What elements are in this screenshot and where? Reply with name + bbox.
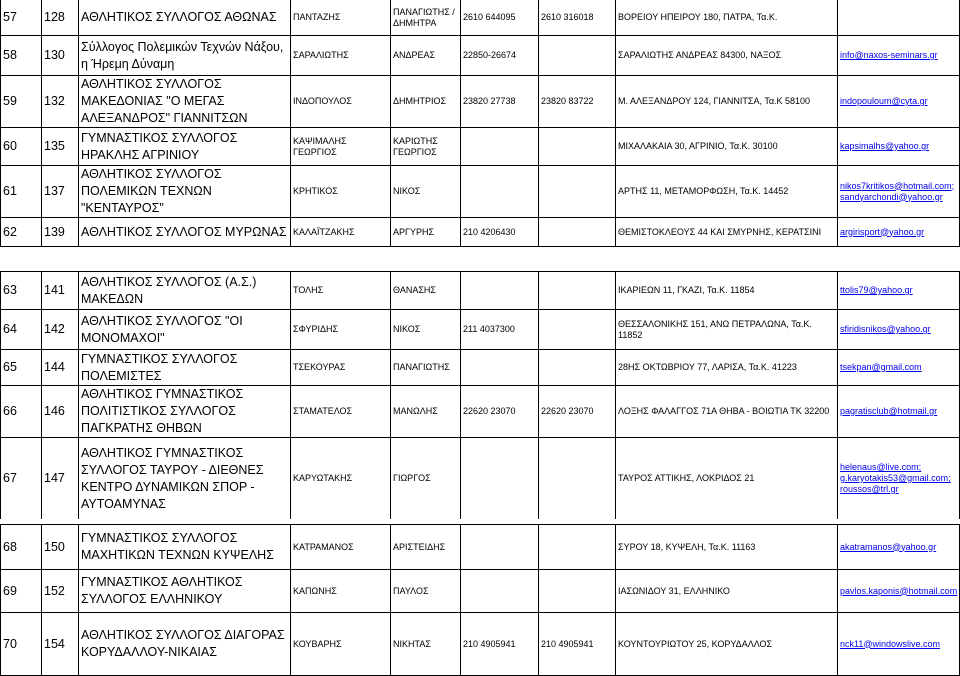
registry-number: 154 bbox=[42, 613, 79, 676]
contact-firstname: ΓΙΩΡΓΟΣ bbox=[391, 438, 461, 520]
email-link[interactable]: ttolis79@yahoo.gr bbox=[838, 272, 960, 310]
email-link[interactable]: sfiridisnikos@yahoo.gr bbox=[838, 310, 960, 350]
address: ΜΙΧΑΛΑΚΑΙΑ 30, ΑΓΡΙΝΙΟ, Τα.Κ. 30100 bbox=[616, 128, 838, 166]
contact-surname: ΣΤΑΜΑΤΕΛΟΣ bbox=[291, 386, 391, 438]
email-link[interactable]: pagratisclub@hotmail.gr bbox=[838, 386, 960, 438]
club-name: ΓΥΜΝΑΣΤΙΚΟΣ ΑΘΛΗΤΙΚΟΣ ΣΥΛΛΟΓΟΣ ΕΛΛΗΝΙΚΟΥ bbox=[79, 570, 291, 613]
phone-1: 23820 27738 bbox=[461, 76, 539, 128]
row-index: 66 bbox=[1, 386, 42, 438]
email-link[interactable]: indopouloum@cyta.gr bbox=[838, 76, 960, 128]
table-row bbox=[1, 272, 960, 310]
table-row bbox=[1, 525, 960, 570]
row-index: 68 bbox=[1, 525, 42, 570]
phone-1 bbox=[461, 350, 539, 386]
registry-number: 132 bbox=[42, 76, 79, 128]
address: ΒΟΡΕΙΟΥ ΗΠΕΙΡΟΥ 180, ΠΑΤΡΑ, Τα.Κ. bbox=[616, 0, 838, 36]
contact-firstname: ΑΡΓΥΡΗΣ bbox=[391, 218, 461, 247]
row-index: 63 bbox=[1, 272, 42, 310]
row-index: 59 bbox=[1, 76, 42, 128]
registry-number: 128 bbox=[42, 0, 79, 36]
phone-1: 22850-26674 bbox=[461, 36, 539, 76]
email-link[interactable] bbox=[838, 0, 960, 36]
table-row bbox=[1, 166, 960, 218]
phone-1 bbox=[461, 166, 539, 218]
club-name: ΑΘΛΗΤΙΚΟΣ ΣΥΛΛΟΓΟΣ (Α.Σ.) ΜΑΚΕΔΩΝ bbox=[79, 272, 291, 310]
address: ΘΕΣΣΑΛΟΝΙΚΗΣ 151, ΑΝΩ ΠΕΤΡΑΛΩΝΑ, Τα.Κ. 11852 bbox=[616, 310, 838, 350]
email-link[interactable]: info@naxos-seminars.gr bbox=[838, 36, 960, 76]
contact-firstname: ΔΗΜΗΤΡΙΟΣ bbox=[391, 76, 461, 128]
registry-number: 146 bbox=[42, 386, 79, 438]
address: ΙΚΑΡΙΕΩΝ 11, ΓΚΑΖΙ, Τα.Κ. 11854 bbox=[616, 272, 838, 310]
registry-number: 152 bbox=[42, 570, 79, 613]
phone-2: 23820 83722 bbox=[539, 76, 616, 128]
phone-1 bbox=[461, 438, 539, 520]
contact-firstname: ΑΡΙΣΤΕΙΔΗΣ bbox=[391, 525, 461, 570]
contact-surname: ΚΑΨΙΜΑΛΗΣ ΓΕΩΡΓΙΟΣ bbox=[291, 128, 391, 166]
phone-1: 210 4905941 bbox=[461, 613, 539, 676]
contact-surname: ΣΑΡΑΛΙΩΤΗΣ bbox=[291, 36, 391, 76]
row-index: 61 bbox=[1, 166, 42, 218]
phone-2 bbox=[539, 36, 616, 76]
contact-firstname: ΑΝΔΡΕΑΣ bbox=[391, 36, 461, 76]
club-name: Σύλλογος Πολεμικών Τεχνών Νάξου, η Ήρεμη Δύναμη bbox=[79, 36, 291, 76]
registry-number: 139 bbox=[42, 218, 79, 247]
address: 28ΗΣ ΟΚΤΩΒΡΙΟΥ 77, ΛΑΡΙΣΑ, Τα.Κ. 41223 bbox=[616, 350, 838, 386]
contact-firstname: ΝΙΚΗΤΑΣ bbox=[391, 613, 461, 676]
phone-1 bbox=[461, 525, 539, 570]
address: ΑΡΤΗΣ 11, ΜΕΤΑΜΟΡΦΩΣΗ, Τα.Κ. 14452 bbox=[616, 166, 838, 218]
row-index: 64 bbox=[1, 310, 42, 350]
row-index: 62 bbox=[1, 218, 42, 247]
table-row bbox=[1, 386, 960, 438]
phone-2 bbox=[539, 310, 616, 350]
club-name: ΑΘΛΗΤΙΚΟΣ ΓΥΜΝΑΣΤΙΚΟΣ ΠΟΛΙΤΙΣΤΙΚΟΣ ΣΥΛΛΟΓΟΣ ΠΑΓΚΡΑΤΗΣ ΘΗΒΩΝ bbox=[79, 386, 291, 438]
phone-2 bbox=[539, 272, 616, 310]
phone-2 bbox=[539, 128, 616, 166]
contact-firstname: ΝΙΚΟΣ bbox=[391, 310, 461, 350]
contact-firstname: ΠΑΥΛΟΣ bbox=[391, 570, 461, 613]
address: ΣΑΡΑΛΙΩΤΗΣ ΑΝΔΡΕΑΣ 84300, ΝΑΞΟΣ bbox=[616, 36, 838, 76]
registry-number: 144 bbox=[42, 350, 79, 386]
club-name: ΑΘΛΗΤΙΚΟΣ ΣΥΛΛΟΓΟΣ "ΟΙ ΜΟΝΟΜΑΧΟΙ" bbox=[79, 310, 291, 350]
table-section-c bbox=[0, 524, 960, 676]
registry-number: 135 bbox=[42, 128, 79, 166]
contact-surname: ΚΑΡΥΩΤΑΚΗΣ bbox=[291, 438, 391, 520]
table-section-b bbox=[0, 271, 960, 520]
contact-surname: ΚΑΠΩΝΗΣ bbox=[291, 570, 391, 613]
table-row bbox=[1, 0, 960, 36]
contact-surname: ΤΟΛΗΣ bbox=[291, 272, 391, 310]
table-row bbox=[1, 128, 960, 166]
contact-surname: ΙΝΔΟΠΟΥΛΟΣ bbox=[291, 76, 391, 128]
registry-number: 150 bbox=[42, 525, 79, 570]
email-link[interactable]: tsekpan@gmail.com bbox=[838, 350, 960, 386]
club-name: ΑΘΛΗΤΙΚΟΣ ΣΥΛΛΟΓΟΣ ΜΥΡΩΝΑΣ bbox=[79, 218, 291, 247]
email-link[interactable]: helenaus@live.com; g.karyotakis53@gmail.com; roussos@trl.gr bbox=[838, 438, 960, 520]
contact-firstname: ΚΑΡΙΩΤΗΣ ΓΕΩΡΓΙΟΣ bbox=[391, 128, 461, 166]
contact-firstname: ΜΑΝΩΛΗΣ bbox=[391, 386, 461, 438]
phone-2: 22620 23070 bbox=[539, 386, 616, 438]
address: ΤΑΥΡΟΣ ΑΤΤΙΚΗΣ, ΛΟΚΡΙΔΟΣ 21 bbox=[616, 438, 838, 520]
club-name: ΑΘΛΗΤΙΚΟΣ ΣΥΛΛΟΓΟΣ ΑΘΩΝΑΣ bbox=[79, 0, 291, 36]
club-name: ΓΥΜΝΑΣΤΙΚΟΣ ΣΥΛΛΟΓΟΣ ΠΟΛΕΜΙΣΤΕΣ bbox=[79, 350, 291, 386]
table-row bbox=[1, 76, 960, 128]
phone-2 bbox=[539, 166, 616, 218]
club-name: ΑΘΛΗΤΙΚΟΣ ΣΥΛΛΟΓΟΣ ΔΙΑΓΟΡΑΣ ΚΟΡΥΔΑΛΛΟΥ-ΝΙΚΑΙΑΣ bbox=[79, 613, 291, 676]
phone-1: 2610 644095 bbox=[461, 0, 539, 36]
phone-2 bbox=[539, 350, 616, 386]
phone-1: 210 4206430 bbox=[461, 218, 539, 247]
table-row bbox=[1, 310, 960, 350]
phone-2 bbox=[539, 438, 616, 520]
address: ΘΕΜΙΣΤΟΚΛΕΟΥΣ 44 ΚΑΙ ΣΜΥΡΝΗΣ, ΚΕΡΑΤΣΙΝΙ bbox=[616, 218, 838, 247]
table-row bbox=[1, 218, 960, 247]
registry-number: 142 bbox=[42, 310, 79, 350]
row-index: 67 bbox=[1, 438, 42, 520]
address: ΣΥΡΟΥ 18, ΚΥΨΕΛΗ, Τα.Κ. 11163 bbox=[616, 525, 838, 570]
table-section-a bbox=[0, 0, 960, 247]
table-row bbox=[1, 570, 960, 613]
contact-surname: ΚΑΤΡΑΜΑΝΟΣ bbox=[291, 525, 391, 570]
phone-2: 210 4905941 bbox=[539, 613, 616, 676]
club-name: ΓΥΜΝΑΣΤΙΚΟΣ ΣΥΛΛΟΓΟΣ ΗΡΑΚΛΗΣ ΑΓΡΙΝΙΟΥ bbox=[79, 128, 291, 166]
contact-surname: ΚΑΛΑΪΤΖΑΚΗΣ bbox=[291, 218, 391, 247]
registry-number: 130 bbox=[42, 36, 79, 76]
email-link[interactable]: pavlos.kaponis@hotmail.com bbox=[838, 570, 960, 613]
address: ΛΟΞΗΣ ΦΑΛΑΓΓΟΣ 71Α ΘΗΒΑ - ΒΟΙΩΤΙΑ ΤΚ 32200 bbox=[616, 386, 838, 438]
contact-firstname: ΘΑΝΑΣΗΣ bbox=[391, 272, 461, 310]
phone-2: 2610 316018 bbox=[539, 0, 616, 36]
club-name: ΑΘΛΗΤΙΚΟΣ ΓΥΜΝΑΣΤΙΚΟΣ ΣΥΛΛΟΓΟΣ ΤΑΥΡΟΥ - ΔΙΕΘΝΕΣ ΚΕΝΤΡΟ ΔΥΝΑΜΙΚΩΝ ΣΠΟΡ - ΑΥΤΟΑΜΥΝΑΣ bbox=[79, 438, 291, 520]
contact-surname: ΚΡΗΤΙΚΟΣ bbox=[291, 166, 391, 218]
address: ΚΟΥΝΤΟΥΡΙΩΤΟΥ 25, ΚΟΡΥΔΑΛΛΟΣ bbox=[616, 613, 838, 676]
email-link[interactable]: argirisport@yahoo.gr bbox=[838, 218, 960, 247]
row-index: 69 bbox=[1, 570, 42, 613]
phone-2 bbox=[539, 525, 616, 570]
club-name: ΑΘΛΗΤΙΚΟΣ ΣΥΛΛΟΓΟΣ ΜΑΚΕΔΟΝΙΑΣ "Ο ΜΕΓΑΣ ΑΛΕΞΑΝΔΡΟΣ" ΓΙΑΝΝΙΤΣΩΝ bbox=[79, 76, 291, 128]
phone-2 bbox=[539, 218, 616, 247]
contact-firstname: ΠΑΝΑΓΙΩΤΗΣ bbox=[391, 350, 461, 386]
contact-surname: ΠΑΝΤΑΖΗΣ bbox=[291, 0, 391, 36]
row-index: 60 bbox=[1, 128, 42, 166]
row-index: 65 bbox=[1, 350, 42, 386]
phone-1: 22620 23070 bbox=[461, 386, 539, 438]
contact-firstname: ΠΑΝΑΓΙΩΤΗΣ / ΔΗΜΗΤΡΑ bbox=[391, 0, 461, 36]
email-link[interactable]: akatramanos@yahoo.gr bbox=[838, 525, 960, 570]
contact-firstname: ΝΙΚΟΣ bbox=[391, 166, 461, 218]
phone-1: 211 4037300 bbox=[461, 310, 539, 350]
address: ΙΑΣΩΝΙΔΟΥ 31, ΕΛΛΗΝΙΚΟ bbox=[616, 570, 838, 613]
table-row bbox=[1, 613, 960, 676]
email-link[interactable]: nikos7kritikos@hotmail.com; sandyarchondi@yahoo.gr bbox=[838, 166, 960, 218]
phone-1 bbox=[461, 128, 539, 166]
row-index: 70 bbox=[1, 613, 42, 676]
registry-number: 137 bbox=[42, 166, 79, 218]
registry-number: 141 bbox=[42, 272, 79, 310]
registry-number: 147 bbox=[42, 438, 79, 520]
address: Μ. ΑΛΕΞΑΝΔΡΟΥ 124, ΓΙΑΝΝΙΤΣΑ, Τα.Κ 58100 bbox=[616, 76, 838, 128]
phone-1 bbox=[461, 570, 539, 613]
contact-surname: ΚΟΥΒΑΡΗΣ bbox=[291, 613, 391, 676]
club-name: ΓΥΜΝΑΣΤΙΚΟΣ ΣΥΛΛΟΓΟΣ ΜΑΧΗΤΙΚΩΝ ΤΕΧΝΩΝ ΚΥΨΕΛΗΣ bbox=[79, 525, 291, 570]
table-row bbox=[1, 350, 960, 386]
club-name: ΑΘΛΗΤΙΚΟΣ ΣΥΛΛΟΓΟΣ ΠΟΛΕΜΙΚΩΝ ΤΕΧΝΩΝ "ΚΕΝΤΑΥΡΟΣ" bbox=[79, 166, 291, 218]
phone-1 bbox=[461, 272, 539, 310]
contact-surname: ΣΦΥΡΙΔΗΣ bbox=[291, 310, 391, 350]
email-link[interactable]: kapsimalhs@yahoo.gr bbox=[838, 128, 960, 166]
table-row bbox=[1, 438, 960, 520]
table-row bbox=[1, 36, 960, 76]
row-index: 57 bbox=[1, 0, 42, 36]
email-link[interactable]: nck11@windowslive.com bbox=[838, 613, 960, 676]
contact-surname: ΤΣΕΚΟΥΡΑΣ bbox=[291, 350, 391, 386]
phone-2 bbox=[539, 570, 616, 613]
row-index: 58 bbox=[1, 36, 42, 76]
